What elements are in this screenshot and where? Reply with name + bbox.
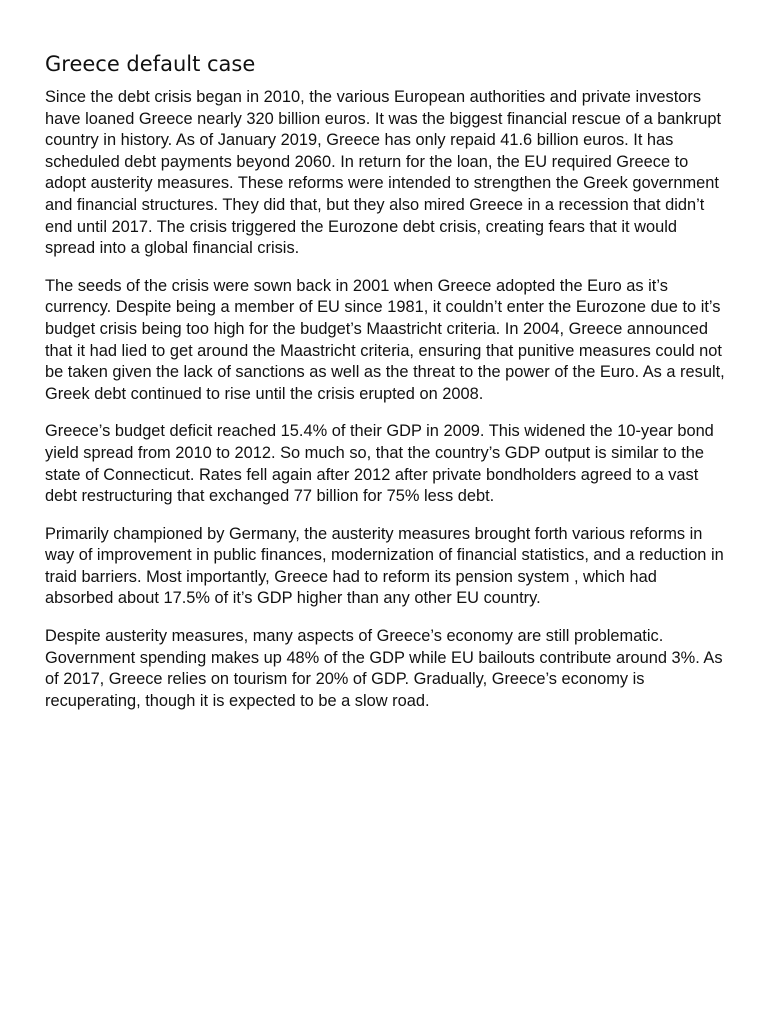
paragraph-crisis-origins: The seeds of the crisis were sown back in 2001 when Greece adopted the Euro as it’s currency. Despite being a member of EU since 1981, it couldn’t enter the Eurozone due to it’s budget crisis being too high for the budget’s Maastricht criteria. In 2004, Greece announced that it had lied to get around the Maastricht criteria, ensuring that punitive measures could not be taken given the lack of sanctions as well as the threat to the power of the Euro. As a result, Greek debt continued to rise until the crisis erupted on 2008. (45, 276, 725, 403)
paragraph-current-economy: Despite austerity measures, many aspects of Greece’s economy are still problematic. Government spending makes up 48% of the GDP while EU bailouts contribute around 3%. As of 2017, Greece relies on tourism for 20% of GDP. Gradually, Greece’s economy is recuperating, though it is expected to be a slow road. (45, 627, 723, 710)
paragraph-budget-deficit: Greece’s budget deficit reached 15.4% of their GDP in 2009. This widened the 10-year bond yield spread from 2010 to 2012. So much so, that the country’s GDP output is similar to the state of Connecticut. Rates fell again after 2012 after private bondholders agreed to a vast debt restructuring that exchanged 77 billion for 75% less debt. (45, 422, 714, 506)
document-title: Greece default case (45, 52, 256, 76)
paragraph-debt-crisis-overview: Since the debt crisis began in 2010, the various European authorities and private investors have loaned Greece nearly 320 billion euros. It was the biggest financial rescue of a bankrupt country in history. As of January 2019, Greece has only repaid 41.6 billion euros. It has scheduled debt payments beyond 2060. In return for the loan, the EU required Greece to adopt austerity measures. These reforms were intended to strengthen the Greek government and financial structures. They did that, but they also mired Greece in a recession that didn’t end until 2017. The crisis triggered the Eurozone debt crisis, creating fears that it would spread into a global financial crisis. (45, 88, 722, 258)
paragraph-austerity-reforms: Primarily championed by Germany, the austerity measures brought forth various reforms in way of improvement in public finances, modernization of financial statistics, and a reduction in traid barriers. Most importantly, Greece had to reform its pension system , which had absorbed about 17.5% of it’s GDP higher than any other EU country. (45, 524, 724, 608)
